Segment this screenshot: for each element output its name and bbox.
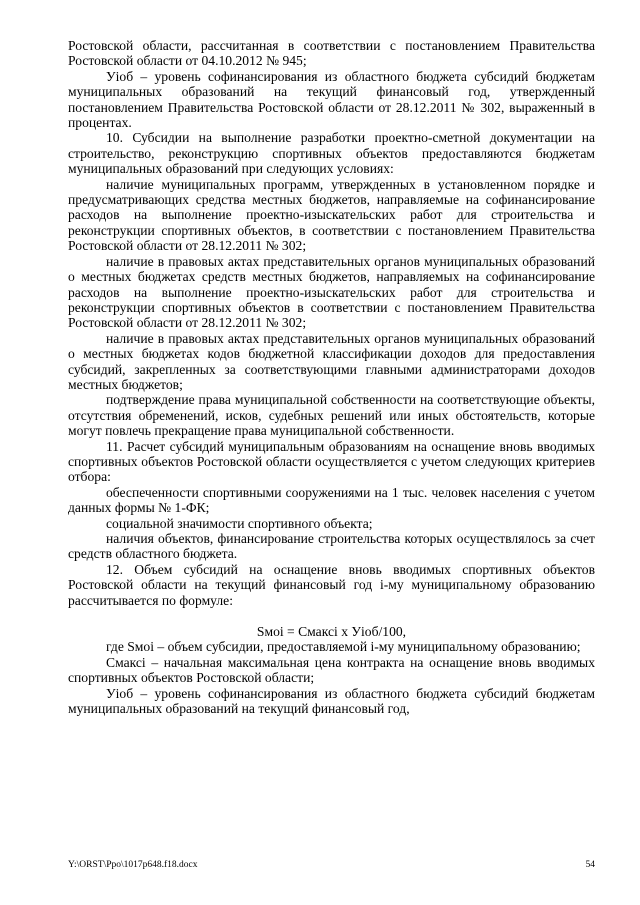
page-number: 54 [585,860,595,870]
paragraph: Ростовской области, рассчитанная в соответствии с постановлением Правительства Ростовской области от 04.10.2012 № 945; [68,38,595,69]
paragraph: 10. Субсидии на выполнение разработки проектно-сметной документации на строительство, реконструкцию спортивных объектов предоставляются бюджетам муниципальных образований при следующих условиях: [68,130,595,177]
formula: Sмоi = Смаксi х Уiоб/100, [256,624,407,640]
document-body [68,38,595,608]
paragraph: наличие в правовых актах представительных органов муниципальных образований о местных бюджетах средств местных бюджетов, направляемых на софинансирование расходов на выполнение проектно-изыскательских работ для строительства и реконструкции спортивных объектов в соответствии с постановлением Правительства Ростовской области от 28.12.2011 № 302; [68,253,595,331]
page-footer [68,859,595,871]
paragraph: социальной значимости спортивного объекта; [106,515,373,531]
paragraph: наличие в правовых актах представительных органов муниципальных образований о местных бюджетах кодов бюджетной классификации доходов для предоставления субсидий, закрепленных за соответствующими главными администраторами доходов местных бюджетов; [68,330,595,392]
paragraph: подтверждение права муниципальной собственности на соответствующие объекты, отсутствия обременений, исков, судебных решений или иных обстоятельств, которые могут повлечь прекращение права муниципальной собственности. [68,392,595,439]
paragraph: Уiоб – уровень софинансирования из областного бюджета субсидий бюджетам муниципальных образований на текущий финансовый год, [68,685,595,717]
document-page [68,38,595,716]
file-path: Y:\ORST\Ppo\1017p648.f18.docx [68,860,198,870]
paragraph: 11. Расчет субсидий муниципальным образованиям на оснащение вновь вводимых спортивных объектов Ростовской области осуществляется с учетом следующих критериев отбора: [68,438,595,485]
paragraph: где Sмоi – объем субсидии, предоставляемой i-му муниципальному образованию; [106,639,581,655]
paragraph: Уiоб – уровень софинансирования из областного бюджета субсидий бюджетам муниципальных образований на текущий финансовый год, утвержденный постановлением Правительства Ростовской области от 28.12.2011 № 302, выраженный в процентах. [68,68,595,131]
paragraph: обеспеченности спортивными сооружениями на 1 тыс. человек населения с учетом данных формы № 1-ФК; [68,484,595,516]
paragraph: наличия объектов, финансирование строительства которых осуществлялось за счет средств областного бюджета. [68,531,595,562]
paragraph: 12. Объем субсидий на оснащение вновь вводимых спортивных объектов Ростовской области на текущий финансовый год i-му муниципальному образованию рассчитывается по формуле: [68,561,595,608]
document-body-continued [68,639,595,716]
paragraph: Смаксi – начальная максимальная цена контракта на оснащение вновь вводимых спортивных объектов Ростовской области; [68,654,595,686]
paragraph: наличие муниципальных программ, утвержденных в установленном порядке и предусматривающих средства местных бюджетов, направляемые на софинансирование расходов на выполнение проектно-изыскательских работ для строительства и реконструкции спортивных объектов, в соответствии с постановлением Правительства Ростовской области от 28.12.2011 № 302; [68,176,595,254]
